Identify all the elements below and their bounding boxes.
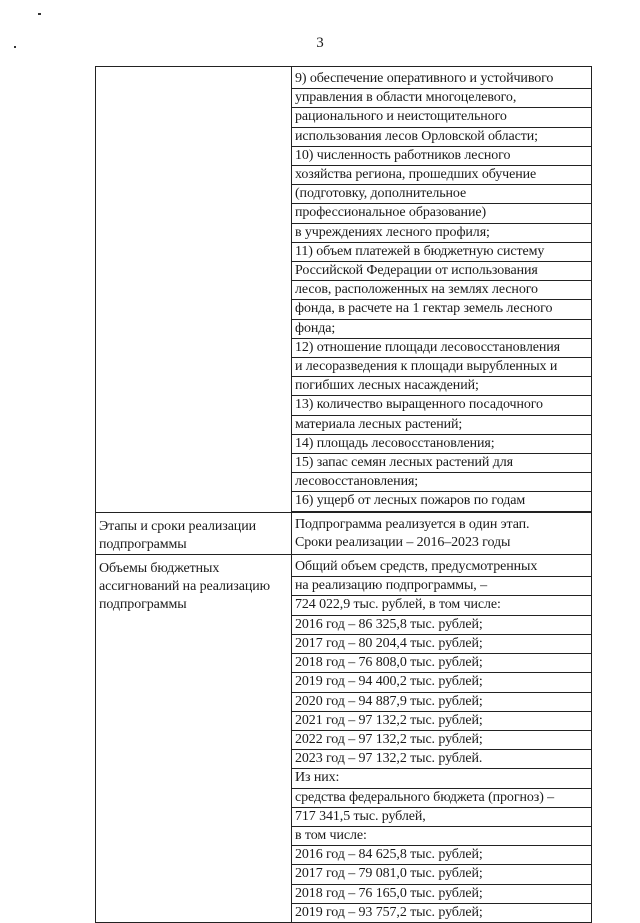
text-line: ассигнований на реализацию	[99, 579, 270, 595]
text-line: управления в области многоцелевого,	[292, 89, 591, 108]
text-line: подпрограммы	[99, 597, 187, 613]
text-line: фонда, в расчете на 1 гектар земель лесного	[292, 300, 591, 319]
text-line: 12) отношение площади лесовосстановления	[292, 339, 591, 358]
text-line: фонда;	[292, 320, 591, 339]
text-line: Подпрограмма реализуется в один этап.	[295, 516, 530, 532]
text-line: 9) обеспечение оперативного и устойчивого	[292, 70, 591, 89]
text-line: Российской Федерации от использования	[292, 262, 591, 281]
text-line: 15) запас семян лесных растений для	[292, 454, 591, 473]
page-number: 3	[316, 35, 324, 51]
scan-speck	[14, 46, 16, 48]
row2-left-cell	[96, 512, 292, 554]
table-row	[96, 512, 592, 554]
text-line: материала лесных растений;	[292, 416, 591, 435]
text-line: 10) численность работников лесного	[292, 147, 591, 166]
text-line: 2022 год – 97 132,2 тыс. рублей;	[292, 731, 591, 750]
row1-right-cell	[292, 67, 592, 513]
row2-right-cell	[292, 512, 592, 554]
text-line: 2020 год – 94 887,9 тыс. рублей;	[292, 693, 591, 712]
text-line: погибших лесных насаждений;	[292, 377, 591, 396]
text-line: 2017 год – 80 204,4 тыс. рублей;	[292, 635, 591, 654]
text-line: хозяйства региона, прошедших обучение	[292, 166, 591, 185]
text-line: 2017 год – 79 081,0 тыс. рублей;	[292, 865, 591, 884]
text-line: Из них:	[292, 769, 591, 788]
text-line: 16) ущерб от лесных пожаров по годам	[292, 492, 591, 511]
text-line: 2019 год – 93 757,2 тыс. рублей;	[295, 904, 483, 920]
table-row	[96, 67, 592, 513]
text-line: Общий объем средств, предусмотренных	[292, 558, 591, 577]
text-line: в учреждениях лесного профиля;	[292, 224, 591, 243]
passport-table	[95, 66, 592, 923]
text-line: рационального и неистощительного	[292, 108, 591, 127]
row3-left-cell	[96, 555, 292, 923]
text-line: 11) объем платежей в бюджетную систему	[292, 243, 591, 262]
text-line: использования лесов Орловской области;	[292, 128, 591, 147]
text-line: Объемы бюджетных	[99, 561, 220, 577]
text-line: и лесоразведения к площади вырубленных и	[292, 358, 591, 377]
text-line: подпрограммы	[99, 536, 187, 552]
text-line: лесовосстановления;	[292, 473, 591, 492]
row1-left-cell	[96, 67, 292, 513]
text-line: средства федерального бюджета (прогноз) –	[292, 789, 591, 808]
text-line: 2019 год – 94 400,2 тыс. рублей;	[292, 673, 591, 692]
text-line: 13) количество выращенного посадочного	[292, 396, 591, 415]
text-line: на реализацию подпрограммы, –	[292, 577, 591, 596]
text-line: 2018 год – 76 165,0 тыс. рублей;	[292, 885, 591, 904]
scan-speck	[38, 13, 41, 15]
text-line: профессиональное образование)	[292, 204, 591, 223]
table-row	[96, 555, 592, 923]
text-line: 717 341,5 тыс. рублей,	[292, 808, 591, 827]
text-line: 2016 год – 84 625,8 тыс. рублей;	[292, 846, 591, 865]
text-line: Сроки реализации – 2016–2023 годы	[295, 534, 511, 550]
text-line: 2023 год – 97 132,2 тыс. рублей.	[292, 750, 591, 769]
text-line: 2016 год – 86 325,8 тыс. рублей;	[292, 616, 591, 635]
text-line: лесов, расположенных на землях лесного	[292, 281, 591, 300]
text-line: 14) площадь лесовосстановления;	[292, 435, 591, 454]
text-line: (подготовку, дополнительное	[292, 185, 591, 204]
text-line: 2018 год – 76 808,0 тыс. рублей;	[292, 654, 591, 673]
text-line: Этапы и сроки реализации	[99, 518, 256, 534]
text-line: 724 022,9 тыс. рублей, в том числе:	[292, 596, 591, 615]
row3-right-cell	[292, 555, 592, 923]
text-line: в том числе:	[292, 827, 591, 846]
text-line: 2021 год – 97 132,2 тыс. рублей;	[292, 712, 591, 731]
